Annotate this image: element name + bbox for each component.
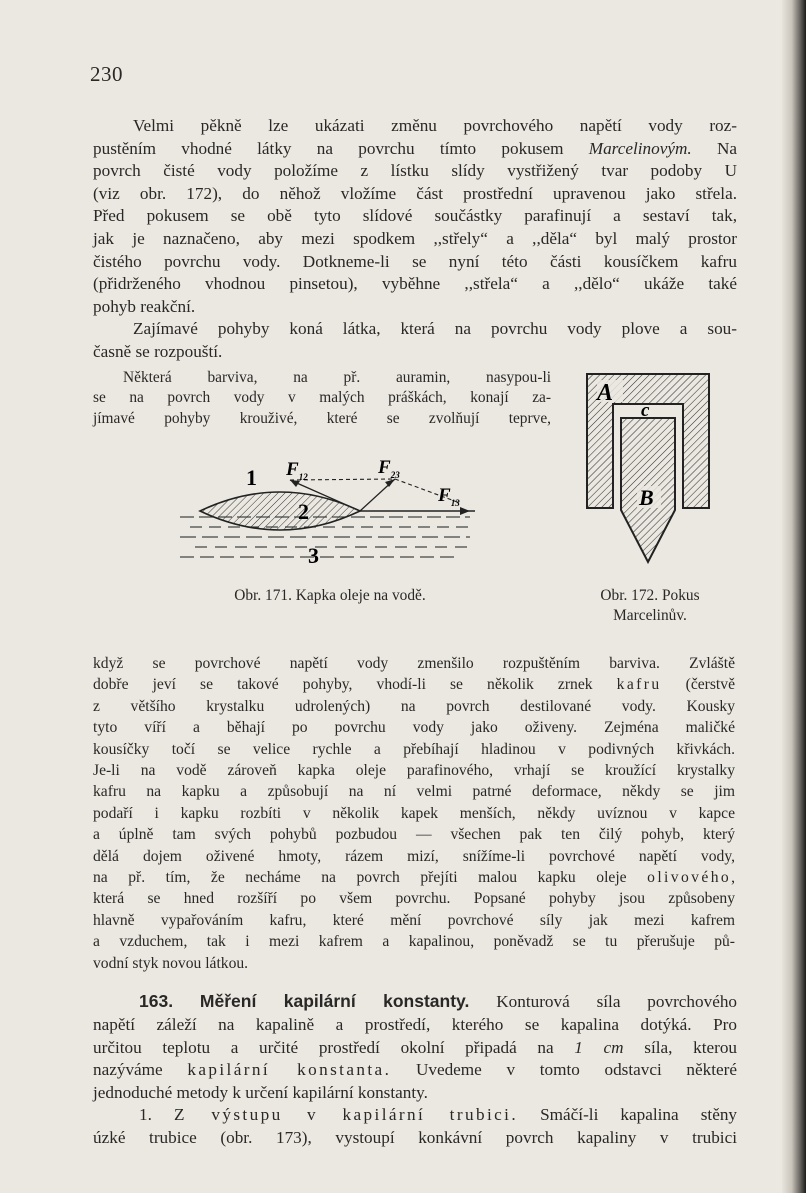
figure-172-marcelin-experiment — [583, 370, 713, 570]
intro-paragraph — [93, 115, 737, 318]
text-line: jak je naznačeno, aby mezi spodkem ,,střely“ a ,,děla“ byl malý prostor — [93, 228, 737, 248]
text-line: Velmi pěkně lze ukázati změnu povrchového napětí vody roz- — [133, 116, 737, 135]
text-line: kafru na kapku a způsobují na ní velmi patrné deformace, někdy se jim — [93, 783, 735, 801]
text-line: pohyb reakční. — [93, 296, 196, 316]
text-line: napětí záleží na kapalině a prostředí, kterého se kapalina dotýká. Pro — [93, 1014, 737, 1034]
text-line: tyto víří a běhají po povrchu vody jako oživeny. Zejména maličké — [93, 719, 735, 737]
label-f12: $F_{12}$ — [286, 459, 308, 482]
label-a: A — [597, 380, 614, 406]
text-line: která se hned rozšíří po všem povrchu. Popsané pohyby jsou způsobeny — [93, 890, 735, 908]
section-number: 163. — [139, 991, 174, 1011]
text-line: vodní styk novou látkou. — [93, 954, 249, 972]
paragraph-3 — [93, 368, 551, 429]
text-line: (viz obr. 172), do něhož vložíme část prostřední upravenou jako střela. — [93, 183, 737, 203]
section-title: Měření kapilární konstanty. — [199, 991, 470, 1011]
label-b: B — [639, 485, 654, 510]
label-one: 1 — [246, 465, 257, 490]
text-line: povrch čisté vody položíme z lístku slídy vystřižený tvar podoby U — [93, 161, 737, 181]
text-line: časně se rozpouští. — [93, 341, 223, 361]
page-edge-shadow — [782, 0, 806, 1193]
text-line: Je-li na vodě zároveň kapka oleje parafinového, vrhají se kroužící krystalky — [93, 762, 735, 780]
text-line: hlavně vypařováním kafru, které mění povrchové síly jak mezi kafrem — [93, 911, 735, 929]
text-line: kousíčky točí se velice rychle a přebíhají hladinou v podivných křivkách. — [93, 740, 735, 758]
section-163 — [93, 990, 737, 1105]
text-line: určitou teplotu a určité prostředí okolní připadá na 1 cm síla, kterou — [93, 1037, 738, 1057]
text-line: pustěním vhodné látky na povrchu tímto pokusem Marcelinovým. Na — [93, 138, 737, 158]
text-line: podaří i kapku rozbíti v několik kapek menších, někdy uvíznou v kapce — [93, 804, 735, 822]
text-line: Některá barviva, na př. auramin, nasypou-li — [123, 369, 551, 386]
text-line: dělá dojem oživené hmoty, rázem mizí, snížíme-li povrchové napětí vody, — [93, 847, 735, 865]
text-line: (přidrženého vhodnou pinsetou), vyběhne ,,střela“ a ,,dělo“ ukáže také — [93, 274, 737, 294]
label-f13: $F_{13}$ — [438, 485, 460, 508]
label-two: 2 — [298, 499, 309, 524]
text-line: úzké trubice (obr. 173), vystoupí konkávní povrch kapaliny v trubici — [93, 1127, 737, 1147]
text-line: když se povrchové napětí vody zmenšilo rozpuštěním barviva. Zvláště — [93, 655, 735, 672]
text-line: Před pokusem se obě tyto slídové součástky parafinují a sestaví tak, — [93, 206, 737, 226]
text-line: Zajímavé pohyby koná látka, která na povrchu vody plove a sou- — [133, 319, 737, 338]
page-number: 230 — [90, 62, 123, 86]
text-line: jímavé pohyby krouživé, které se zvolňují teprve, — [93, 409, 551, 427]
paragraph-4 — [93, 653, 735, 974]
label-c: c — [641, 400, 650, 421]
text-line: a vzduchem, tak i mezi kafrem a kapalinou, poněvadž se tu přerušuje pů- — [93, 933, 735, 951]
text-line: čistého povrchu vody. Dotkneme-li se nyní této části kousíčkem kafru — [93, 251, 737, 271]
text-line: nazýváme kapilární konstanta. Uvedeme v tomto odstavci některé — [93, 1060, 738, 1080]
figure-171-oil-drop — [170, 445, 490, 575]
text-line: a úplně tam svých pohybů pozbudou — všechen pak ten čilý pohyb, který — [93, 826, 735, 844]
label-three: 3 — [308, 543, 319, 568]
oil-drop-shape — [200, 492, 360, 530]
label-f23: $F_{23}$ — [378, 457, 400, 480]
paragraph-2 — [93, 318, 737, 363]
text-line: z většího krystalku udrolených) na povrch destilované vody. Kousky — [93, 697, 735, 715]
text-line: na př. tím, že necháme na povrch přejíti malou kapku oleje olivového, — [93, 869, 735, 887]
text-line: 1. Z výstupu v kapilární trubici. Smáčí-li kapalina stěny — [139, 1105, 738, 1124]
text-line: jednoduché metody k určení kapilární konstanty. — [93, 1083, 428, 1103]
text-line: se na povrch vody v malých práškách, konají za- — [93, 389, 551, 407]
text-line: dobře jeví se takové pohyby, vhodí-li se několik zrnek kafru (čerstvě — [93, 676, 735, 694]
figure-171-caption: Obr. 171. Kapka oleje na vodě. — [234, 587, 426, 604]
section-heading-line: 163. Měření kapilární konstanty. Konturová síla povrchového — [139, 991, 738, 1011]
item-1 — [93, 1104, 737, 1150]
figure-172-caption: Obr. 172. Pokus Marcelinův. — [600, 587, 700, 624]
